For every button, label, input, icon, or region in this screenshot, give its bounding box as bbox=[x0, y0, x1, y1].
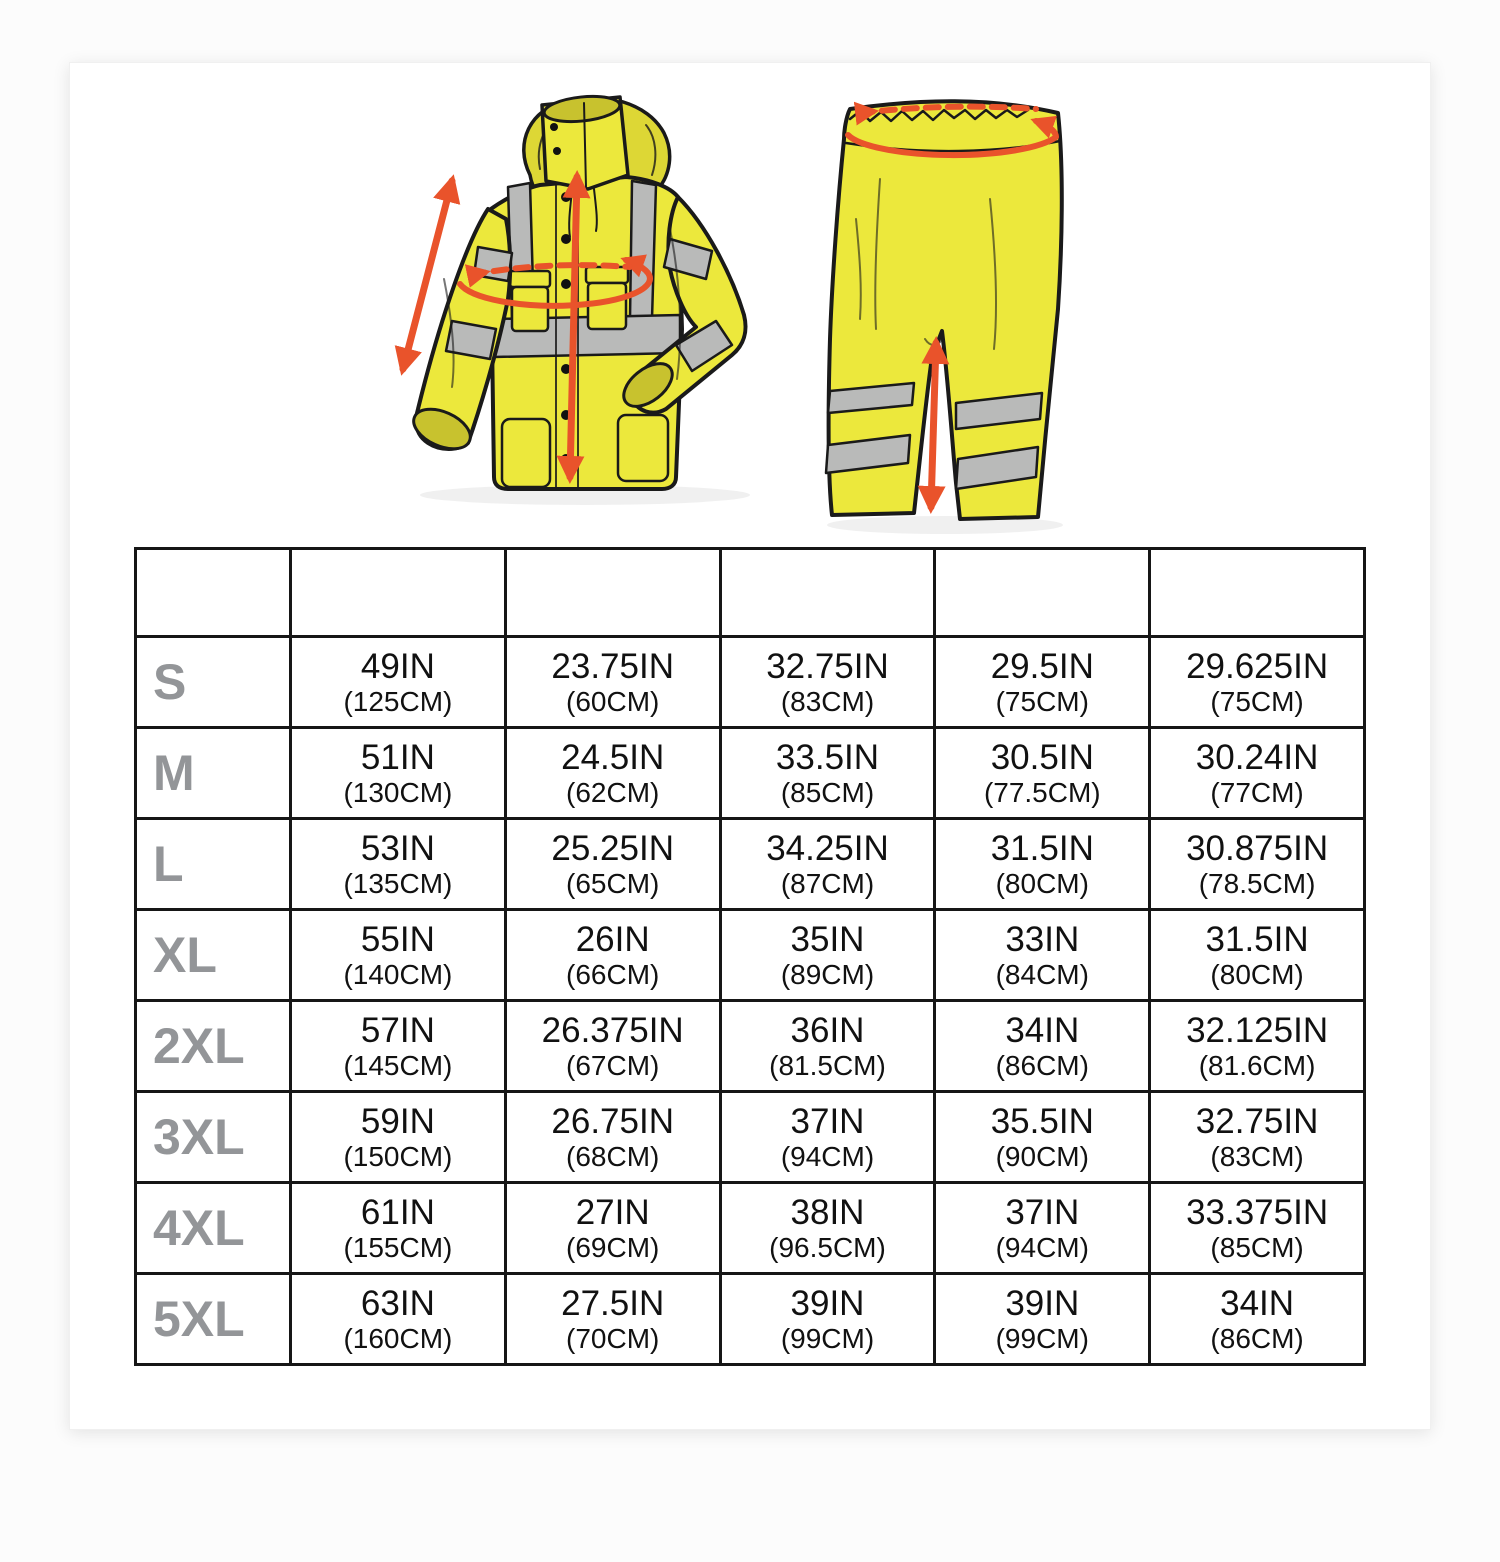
value-cm: (80CM) bbox=[1210, 958, 1304, 990]
measurement-cell bbox=[1150, 910, 1365, 1001]
value-inches: 39IN bbox=[790, 1283, 865, 1323]
header-line2: INSEAM bbox=[1179, 585, 1335, 629]
measurement-cell bbox=[935, 819, 1150, 910]
measurement-cell bbox=[935, 637, 1150, 728]
size-label: XL bbox=[136, 910, 291, 1001]
value-inches: 30.24IN bbox=[1195, 737, 1319, 777]
header-line1: SLEEVE bbox=[557, 557, 668, 588]
value-inches: 31.5IN bbox=[990, 828, 1094, 868]
value-cm: (69CM) bbox=[566, 1231, 660, 1263]
value-cm: (66CM) bbox=[566, 958, 660, 990]
value-inches: 23.75IN bbox=[551, 646, 674, 686]
value-cm: (81.5CM) bbox=[769, 1049, 886, 1081]
measurement-cell bbox=[291, 637, 506, 728]
measurement-cell bbox=[291, 728, 506, 819]
measurement-cell bbox=[1150, 1092, 1365, 1183]
value-inches: 26IN bbox=[575, 919, 650, 959]
measurement-cell bbox=[291, 1274, 506, 1365]
value-cm: (90CM) bbox=[995, 1140, 1089, 1172]
table-row bbox=[136, 910, 1365, 1001]
measurement-cell bbox=[505, 637, 720, 728]
measurement-cell bbox=[1150, 1274, 1365, 1365]
measurement-cell bbox=[720, 728, 935, 819]
header-size: SIZE bbox=[136, 549, 291, 637]
header-row bbox=[136, 549, 1365, 637]
size-label: L bbox=[136, 819, 291, 910]
header-line1: JACKET bbox=[342, 557, 454, 588]
measurement-cell bbox=[720, 819, 935, 910]
value-inches: 29.625IN bbox=[1186, 646, 1329, 686]
value-inches: 26.375IN bbox=[541, 1010, 684, 1050]
value-inches: 55IN bbox=[360, 919, 435, 959]
measurement-cell bbox=[935, 1274, 1150, 1365]
value-inches: 34.25IN bbox=[766, 828, 889, 868]
header-line1: CENTER bbox=[770, 557, 885, 588]
measurement-cell bbox=[505, 1274, 720, 1365]
value-cm: (94CM) bbox=[780, 1140, 875, 1172]
value-inches: 30.5IN bbox=[990, 737, 1094, 777]
size-label: 3XL bbox=[136, 1092, 291, 1183]
measurement-cell bbox=[291, 1183, 506, 1274]
value-inches: 35IN bbox=[790, 919, 865, 959]
size-label: 4XL bbox=[136, 1183, 291, 1274]
value-cm: (85CM) bbox=[1210, 1231, 1304, 1263]
measurement-cell bbox=[720, 637, 935, 728]
measurement-cell bbox=[935, 728, 1150, 819]
value-cm: (83CM) bbox=[1210, 1140, 1304, 1172]
table-row bbox=[136, 728, 1365, 819]
header-line2: BACK bbox=[770, 585, 885, 629]
value-inches: 27.5IN bbox=[561, 1283, 665, 1323]
value-cm: (83CM) bbox=[780, 685, 875, 717]
measurement-cell bbox=[720, 910, 935, 1001]
size-chart-card bbox=[69, 62, 1431, 1430]
size-table bbox=[134, 547, 1366, 1366]
value-inches: 61IN bbox=[360, 1192, 435, 1232]
header-line2: WAIST bbox=[979, 585, 1106, 629]
value-cm: (130CM) bbox=[343, 776, 453, 808]
value-inches: 38IN bbox=[790, 1192, 865, 1232]
value-cm: (87CM) bbox=[780, 867, 875, 899]
value-cm: (75CM) bbox=[1210, 685, 1304, 717]
header-line1: PANT bbox=[1220, 557, 1294, 588]
size-label: S bbox=[136, 637, 291, 728]
measurement-cell bbox=[291, 1001, 506, 1092]
table-row bbox=[136, 1001, 1365, 1092]
value-cm: (99CM) bbox=[995, 1322, 1089, 1354]
value-inches: 30.875IN bbox=[1186, 828, 1329, 868]
value-cm: (89CM) bbox=[780, 958, 875, 990]
value-cm: (84CM) bbox=[995, 958, 1089, 990]
measurement-cell bbox=[1150, 1183, 1365, 1274]
table-row bbox=[136, 1183, 1365, 1274]
header-sleeve-length bbox=[505, 549, 720, 637]
value-cm: (145CM) bbox=[343, 1049, 453, 1081]
value-cm: (80CM) bbox=[995, 867, 1089, 899]
value-inches: 24.5IN bbox=[561, 737, 665, 777]
measurement-cell bbox=[1150, 1001, 1365, 1092]
measurement-cell bbox=[720, 1092, 935, 1183]
value-inches: 36IN bbox=[790, 1010, 865, 1050]
value-inches: 32.125IN bbox=[1186, 1010, 1329, 1050]
header-line2: LENGTH bbox=[531, 585, 695, 629]
value-cm: (65CM) bbox=[566, 867, 660, 899]
value-inches: 33IN bbox=[1005, 919, 1080, 959]
size-label: 2XL bbox=[136, 1001, 291, 1092]
measurement-cell bbox=[935, 910, 1150, 1001]
size-table-body bbox=[136, 637, 1365, 1365]
table-row bbox=[136, 637, 1365, 728]
value-inches: 51IN bbox=[360, 737, 435, 777]
table-row bbox=[136, 1092, 1365, 1183]
value-inches: 35.5IN bbox=[990, 1101, 1094, 1141]
value-inches: 26.75IN bbox=[551, 1101, 674, 1141]
value-cm: (77.5CM) bbox=[983, 776, 1101, 808]
value-inches: 25.25IN bbox=[551, 828, 674, 868]
measurement-cell bbox=[505, 819, 720, 910]
value-inches: 37IN bbox=[790, 1101, 865, 1141]
measurement-cell bbox=[1150, 637, 1365, 728]
measurement-cell bbox=[291, 910, 506, 1001]
header-jacket-chest bbox=[291, 549, 506, 637]
value-inches: 32.75IN bbox=[766, 646, 889, 686]
value-cm: (125CM) bbox=[343, 685, 453, 717]
value-inches: 39IN bbox=[1005, 1283, 1080, 1323]
value-cm: (62CM) bbox=[566, 776, 660, 808]
value-inches: 27IN bbox=[575, 1192, 650, 1232]
measurement-cell bbox=[505, 728, 720, 819]
measurement-cell bbox=[1150, 728, 1365, 819]
value-inches: 53IN bbox=[360, 828, 435, 868]
value-cm: (94CM) bbox=[995, 1231, 1089, 1263]
garment-illustration bbox=[380, 79, 1120, 543]
value-cm: (77CM) bbox=[1210, 776, 1304, 808]
value-cm: (96.5CM) bbox=[769, 1231, 886, 1263]
header-line2: CHEST bbox=[330, 585, 466, 629]
header-center-back bbox=[720, 549, 935, 637]
value-cm: (160CM) bbox=[343, 1322, 453, 1354]
value-inches: 33.375IN bbox=[1186, 1192, 1329, 1232]
value-cm: (70CM) bbox=[566, 1322, 660, 1354]
value-cm: (135CM) bbox=[343, 867, 453, 899]
value-cm: (85CM) bbox=[780, 776, 875, 808]
measurement-cell bbox=[291, 1092, 506, 1183]
measurement-cell bbox=[720, 1274, 935, 1365]
value-inches: 59IN bbox=[360, 1101, 435, 1141]
value-cm: (60CM) bbox=[566, 685, 660, 717]
value-cm: (67CM) bbox=[566, 1049, 660, 1081]
value-cm: (78.5CM) bbox=[1198, 867, 1316, 899]
measurement-cell bbox=[935, 1183, 1150, 1274]
measurement-cell bbox=[720, 1183, 935, 1274]
measurement-cell bbox=[291, 819, 506, 910]
value-inches: 49IN bbox=[360, 646, 435, 686]
measurement-cell bbox=[935, 1001, 1150, 1092]
header-line1: PANT bbox=[1005, 557, 1080, 588]
inseam-arrow bbox=[931, 343, 936, 507]
value-cm: (140CM) bbox=[343, 958, 453, 990]
value-cm: (81.6CM) bbox=[1198, 1049, 1316, 1081]
value-cm: (86CM) bbox=[1210, 1322, 1304, 1354]
value-inches: 37IN bbox=[1005, 1192, 1080, 1232]
measurement-cell bbox=[505, 1092, 720, 1183]
hi-vis-pants-icon bbox=[826, 101, 1062, 519]
value-inches: 63IN bbox=[360, 1283, 435, 1323]
header-pant-waist bbox=[935, 549, 1150, 637]
measurement-cell bbox=[505, 1001, 720, 1092]
value-inches: 31.5IN bbox=[1205, 919, 1309, 959]
measurement-cell bbox=[935, 1092, 1150, 1183]
value-inches: 29.5IN bbox=[990, 646, 1094, 686]
measurement-cell bbox=[505, 910, 720, 1001]
value-inches: 32.75IN bbox=[1195, 1101, 1319, 1141]
value-cm: (68CM) bbox=[566, 1140, 660, 1172]
value-cm: (150CM) bbox=[343, 1140, 453, 1172]
value-cm: (75CM) bbox=[995, 685, 1089, 717]
value-inches: 57IN bbox=[360, 1010, 435, 1050]
reflective-stripe bbox=[630, 181, 656, 319]
value-inches: 34IN bbox=[1220, 1283, 1295, 1323]
table-row bbox=[136, 819, 1365, 910]
value-inches: 33.5IN bbox=[775, 737, 880, 777]
header-pant-inseam bbox=[1150, 549, 1365, 637]
measurement-cell bbox=[505, 1183, 720, 1274]
size-label: M bbox=[136, 728, 291, 819]
size-label: 5XL bbox=[136, 1274, 291, 1365]
value-cm: (99CM) bbox=[780, 1322, 875, 1354]
value-cm: (155CM) bbox=[343, 1231, 453, 1263]
table-row bbox=[136, 1274, 1365, 1365]
value-cm: (86CM) bbox=[995, 1049, 1089, 1081]
value-inches: 34IN bbox=[1005, 1010, 1080, 1050]
measurement-cell bbox=[1150, 819, 1365, 910]
measurement-cell bbox=[720, 1001, 935, 1092]
